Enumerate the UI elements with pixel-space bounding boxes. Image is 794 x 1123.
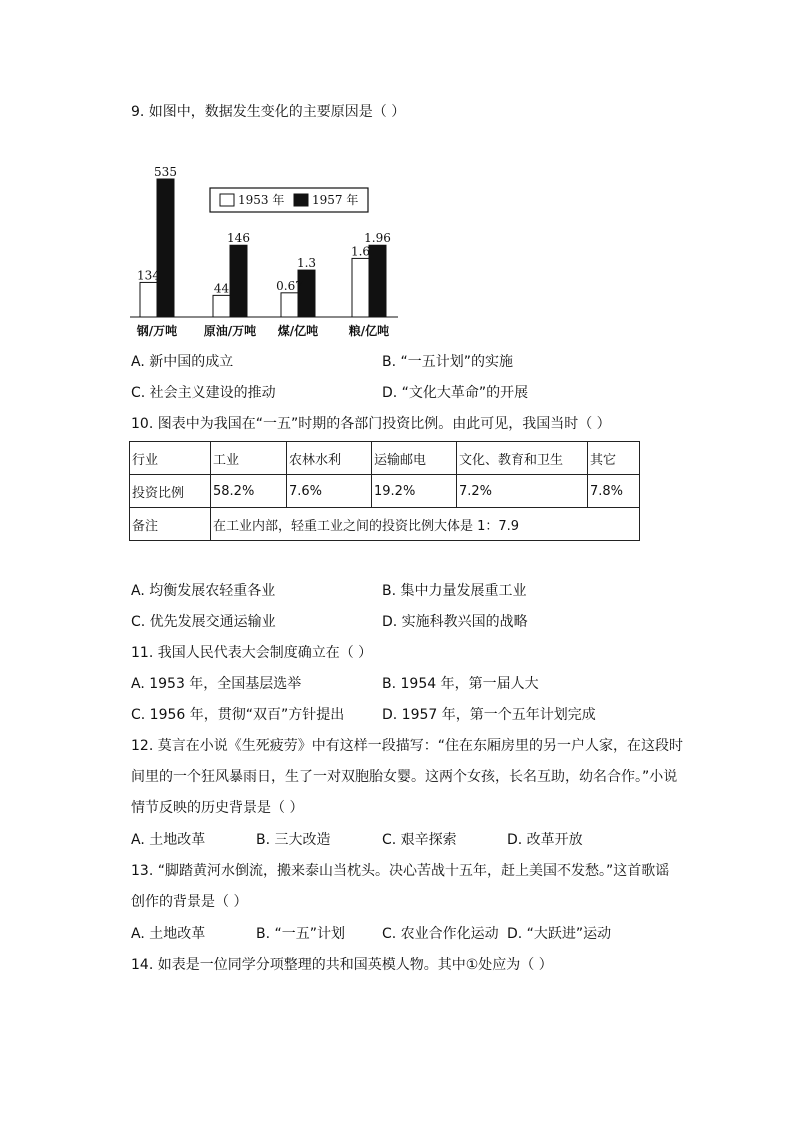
data-label: 0.67: [276, 278, 303, 293]
table-cell: 其它: [588, 442, 640, 475]
table-cell: 7.8%: [588, 475, 640, 508]
legend-label-1957: 1957 年: [312, 193, 359, 207]
table-cell: 7.6%: [287, 475, 372, 508]
bar-1957: [298, 270, 315, 317]
table-cell: 工业: [211, 442, 287, 475]
data-label: 1.3: [296, 256, 317, 271]
bar-1953: [213, 295, 230, 317]
category-label: 钢/万吨: [136, 324, 178, 338]
q10-option-c[interactable]: C. 优先发展交通运输业: [131, 614, 276, 630]
bar-1953: [140, 282, 157, 317]
bar-1957: [230, 245, 247, 317]
q12-line-2: 间里的一个狂风暴雨日，生了一对双胞胎女婴。这两个女孩，长名互助，幼名合作。”小说: [131, 769, 678, 785]
q12-option-d[interactable]: D. 改革开放: [507, 832, 583, 848]
q9-option-d[interactable]: D. “文化大革命”的开展: [382, 385, 529, 401]
q10-option-d[interactable]: D. 实施科教兴国的战略: [382, 614, 528, 630]
q13-line-1: 13. “脚踏黄河水倒流，搬来泰山当枕头。决心苦战十五年，赶上美国不发愁。”这首歌谣: [131, 863, 670, 879]
bar-1957: [369, 245, 386, 317]
q10-stem: 10. 图表中为我国在“一五”时期的各部门投资比例。由此可见，我国当时（ ）: [131, 416, 611, 432]
q13-option-b[interactable]: B. “一五”计划: [256, 926, 346, 942]
data-label: 146: [227, 231, 250, 246]
data-label: 1.6: [350, 244, 371, 259]
q9-option-a[interactable]: A. 新中国的成立: [131, 354, 234, 370]
table-cell: 58.2%: [211, 475, 287, 508]
table-cell: 19.2%: [372, 475, 457, 508]
data-label: 535: [154, 165, 177, 179]
table-cell: 农林水利: [287, 442, 372, 475]
data-label: 44: [213, 281, 230, 296]
q14-stem: 14. 如表是一位同学分项整理的共和国英模人物。其中①处应为（ ）: [131, 957, 553, 973]
table-note-text: 在工业内部，轻重工业之间的投资比例大体是 1：7.9: [211, 508, 640, 541]
table-note-label: 备注: [130, 508, 211, 541]
q12-line-3: 情节反映的历史背景是（ ）: [131, 800, 304, 816]
q9-option-c[interactable]: C. 社会主义建设的推动: [131, 385, 276, 401]
category-label: 煤/亿吨: [277, 324, 319, 338]
table-cell: 运输邮电: [372, 442, 457, 475]
q13-line-2: 创作的背景是（ ）: [131, 894, 248, 910]
legend-swatch-1957: [294, 194, 308, 206]
q9-option-b[interactable]: B. “一五计划”的实施: [382, 354, 514, 370]
q11-option-d[interactable]: D. 1957 年，第一个五年计划完成: [382, 707, 596, 723]
q13-option-c[interactable]: C. 农业合作化运动: [382, 926, 499, 942]
bar-1953: [281, 293, 298, 317]
data-label: 134: [137, 268, 160, 283]
q12-option-c[interactable]: C. 艰辛探索: [382, 832, 457, 848]
category-label: 原油/万吨: [203, 324, 257, 338]
q10-option-b[interactable]: B. 集中力量发展重工业: [382, 583, 527, 599]
q11-option-c[interactable]: C. 1956 年，贯彻“双百”方针提出: [131, 707, 345, 723]
q11-stem: 11. 我国人民代表大会制度确立在（ ）: [131, 645, 373, 661]
bar-1953: [352, 258, 369, 317]
q11-option-b[interactable]: B. 1954 年，第一届人大: [382, 676, 539, 692]
table-cell: 文化、教育和卫生: [457, 442, 588, 475]
q13-option-d[interactable]: D. “大跃进”运动: [507, 926, 612, 942]
table-cell: 投资比例: [130, 475, 211, 508]
bar-1957: [157, 179, 174, 317]
table-row: [130, 475, 640, 508]
q13-option-a[interactable]: A. 土地改革: [131, 926, 206, 942]
q11-option-a[interactable]: A. 1953 年，全国基层选举: [131, 676, 302, 692]
investment-table: [129, 441, 640, 541]
q12-option-a[interactable]: A. 土地改革: [131, 832, 206, 848]
q10-option-a[interactable]: A. 均衡发展农轻重各业: [131, 583, 276, 599]
table-cell: 行业: [130, 442, 211, 475]
table-note-row: [130, 508, 640, 541]
q9-stem: 9. 如图中，数据发生变化的主要原因是（ ）: [131, 104, 406, 120]
table-header-row: [130, 442, 640, 475]
category-label: 粮/亿吨: [348, 324, 390, 338]
q12-line-1: 12. 莫言在小说《生死疲劳》中有这样一段描写：“住在东厢房里的另一户人家，在这段时: [131, 738, 683, 754]
table-cell: 7.2%: [457, 475, 588, 508]
legend-swatch-1953: [220, 194, 234, 206]
data-label: 1.96: [364, 231, 391, 246]
bar-chart: [130, 160, 400, 345]
legend-label-1953: 1953 年: [238, 193, 285, 207]
q12-option-b[interactable]: B. 三大改造: [256, 832, 331, 848]
